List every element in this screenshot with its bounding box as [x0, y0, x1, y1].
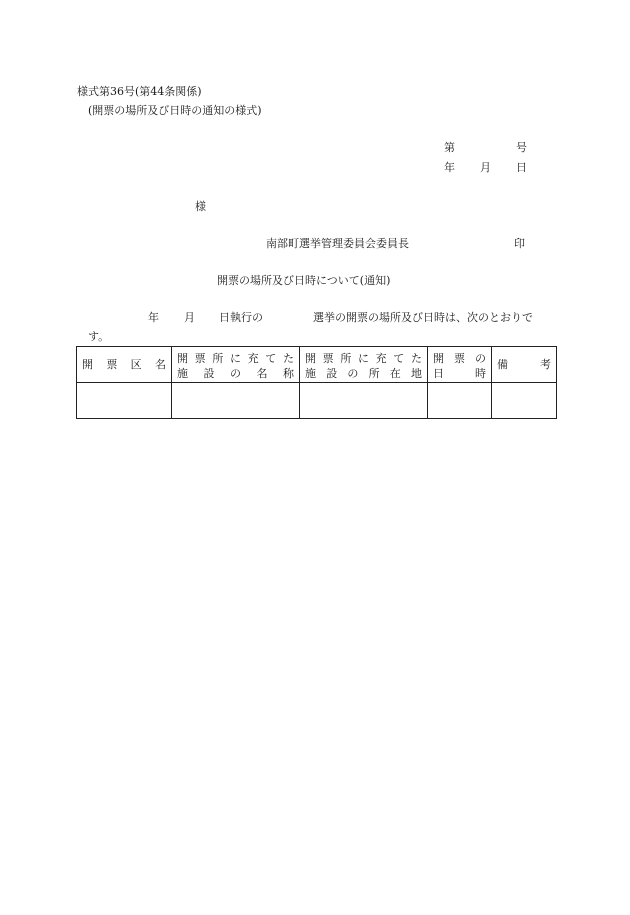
doc-number-prefix: 第 — [444, 141, 455, 154]
header-char: 所 — [212, 351, 224, 365]
header-char: て — [265, 351, 277, 365]
header-char: 施 — [305, 366, 316, 380]
header-facility-address-line1 — [300, 351, 427, 366]
header-char: 時 — [475, 366, 486, 380]
header-char: 備 — [497, 358, 508, 371]
header-char: 開 — [433, 351, 444, 365]
body-continuation: す。 — [88, 330, 110, 343]
header-char: て — [393, 351, 405, 365]
header-facility-address-line2 — [300, 366, 427, 381]
header-char: 票 — [322, 351, 334, 365]
header-char: の — [347, 366, 359, 380]
body-day-exec: 日執行の — [219, 311, 263, 324]
cell-datetime[interactable] — [428, 383, 492, 419]
header-char: 開 — [177, 351, 188, 365]
header-facility-name-line1 — [172, 351, 299, 366]
header-char: 区 — [130, 358, 142, 371]
header-char: の — [475, 351, 486, 365]
doc-number-suffix: 号 — [516, 141, 527, 154]
header-char: 名 — [256, 366, 268, 380]
header-cell-district — [77, 347, 172, 383]
form-title: (開票の場所及び日時の通知の様式) — [88, 104, 262, 117]
header-cell-facility-address — [300, 347, 428, 383]
header-char: 開 — [82, 358, 93, 371]
header-char: 所 — [340, 351, 352, 365]
header-char: 称 — [283, 366, 294, 380]
header-char: た — [410, 351, 422, 365]
header-char: 日 — [433, 366, 444, 380]
header-char: の — [230, 366, 241, 380]
header-char: 設 — [326, 366, 338, 380]
header-char: 地 — [410, 366, 422, 380]
header-remarks — [492, 357, 556, 372]
header-district — [77, 357, 171, 372]
seal-mark: 印 — [514, 237, 525, 250]
form-number: 様式第36号(第44条関係) — [77, 85, 202, 98]
body-year: 年 — [148, 311, 159, 324]
header-char: 票 — [454, 351, 465, 365]
table-row — [77, 383, 557, 419]
table-header-row — [77, 347, 557, 383]
cell-remarks[interactable] — [492, 383, 557, 419]
header-cell-remarks — [492, 347, 557, 383]
header-char: た — [282, 351, 294, 365]
header-cell-datetime — [428, 347, 492, 383]
header-facility-name-line2 — [172, 366, 299, 381]
cell-district[interactable] — [77, 383, 172, 419]
body-text: 選挙の開票の場所及び日時は、次のとおりで — [313, 311, 533, 324]
header-char: 所 — [368, 366, 380, 380]
addressee-honorific: 様 — [195, 200, 206, 213]
header-datetime-line1 — [428, 351, 491, 366]
cell-facility-name[interactable] — [172, 383, 300, 419]
header-char: 施 — [177, 366, 188, 380]
sender-name: 南部町選挙管理委員会委員長 — [266, 237, 409, 250]
header-char: 充 — [247, 351, 259, 365]
date-year: 年 — [444, 161, 455, 174]
header-char: 在 — [389, 366, 401, 380]
cell-facility-address[interactable] — [300, 383, 428, 419]
header-char: 充 — [375, 351, 387, 365]
header-char: に — [229, 351, 241, 365]
date-month: 月 — [480, 161, 491, 174]
header-char: 設 — [203, 366, 215, 380]
header-char: 開 — [305, 351, 316, 365]
header-char: 票 — [106, 358, 118, 371]
header-datetime-line2 — [428, 366, 491, 381]
header-char: 考 — [540, 358, 551, 371]
polling-table — [76, 346, 557, 419]
header-cell-facility-name — [172, 347, 300, 383]
header-char: 票 — [194, 351, 206, 365]
header-char: 名 — [154, 358, 166, 371]
body-month: 月 — [184, 311, 195, 324]
header-char: に — [357, 351, 369, 365]
subject-title: 開票の場所及び日時について(通知) — [217, 274, 391, 287]
date-day: 日 — [516, 161, 527, 174]
